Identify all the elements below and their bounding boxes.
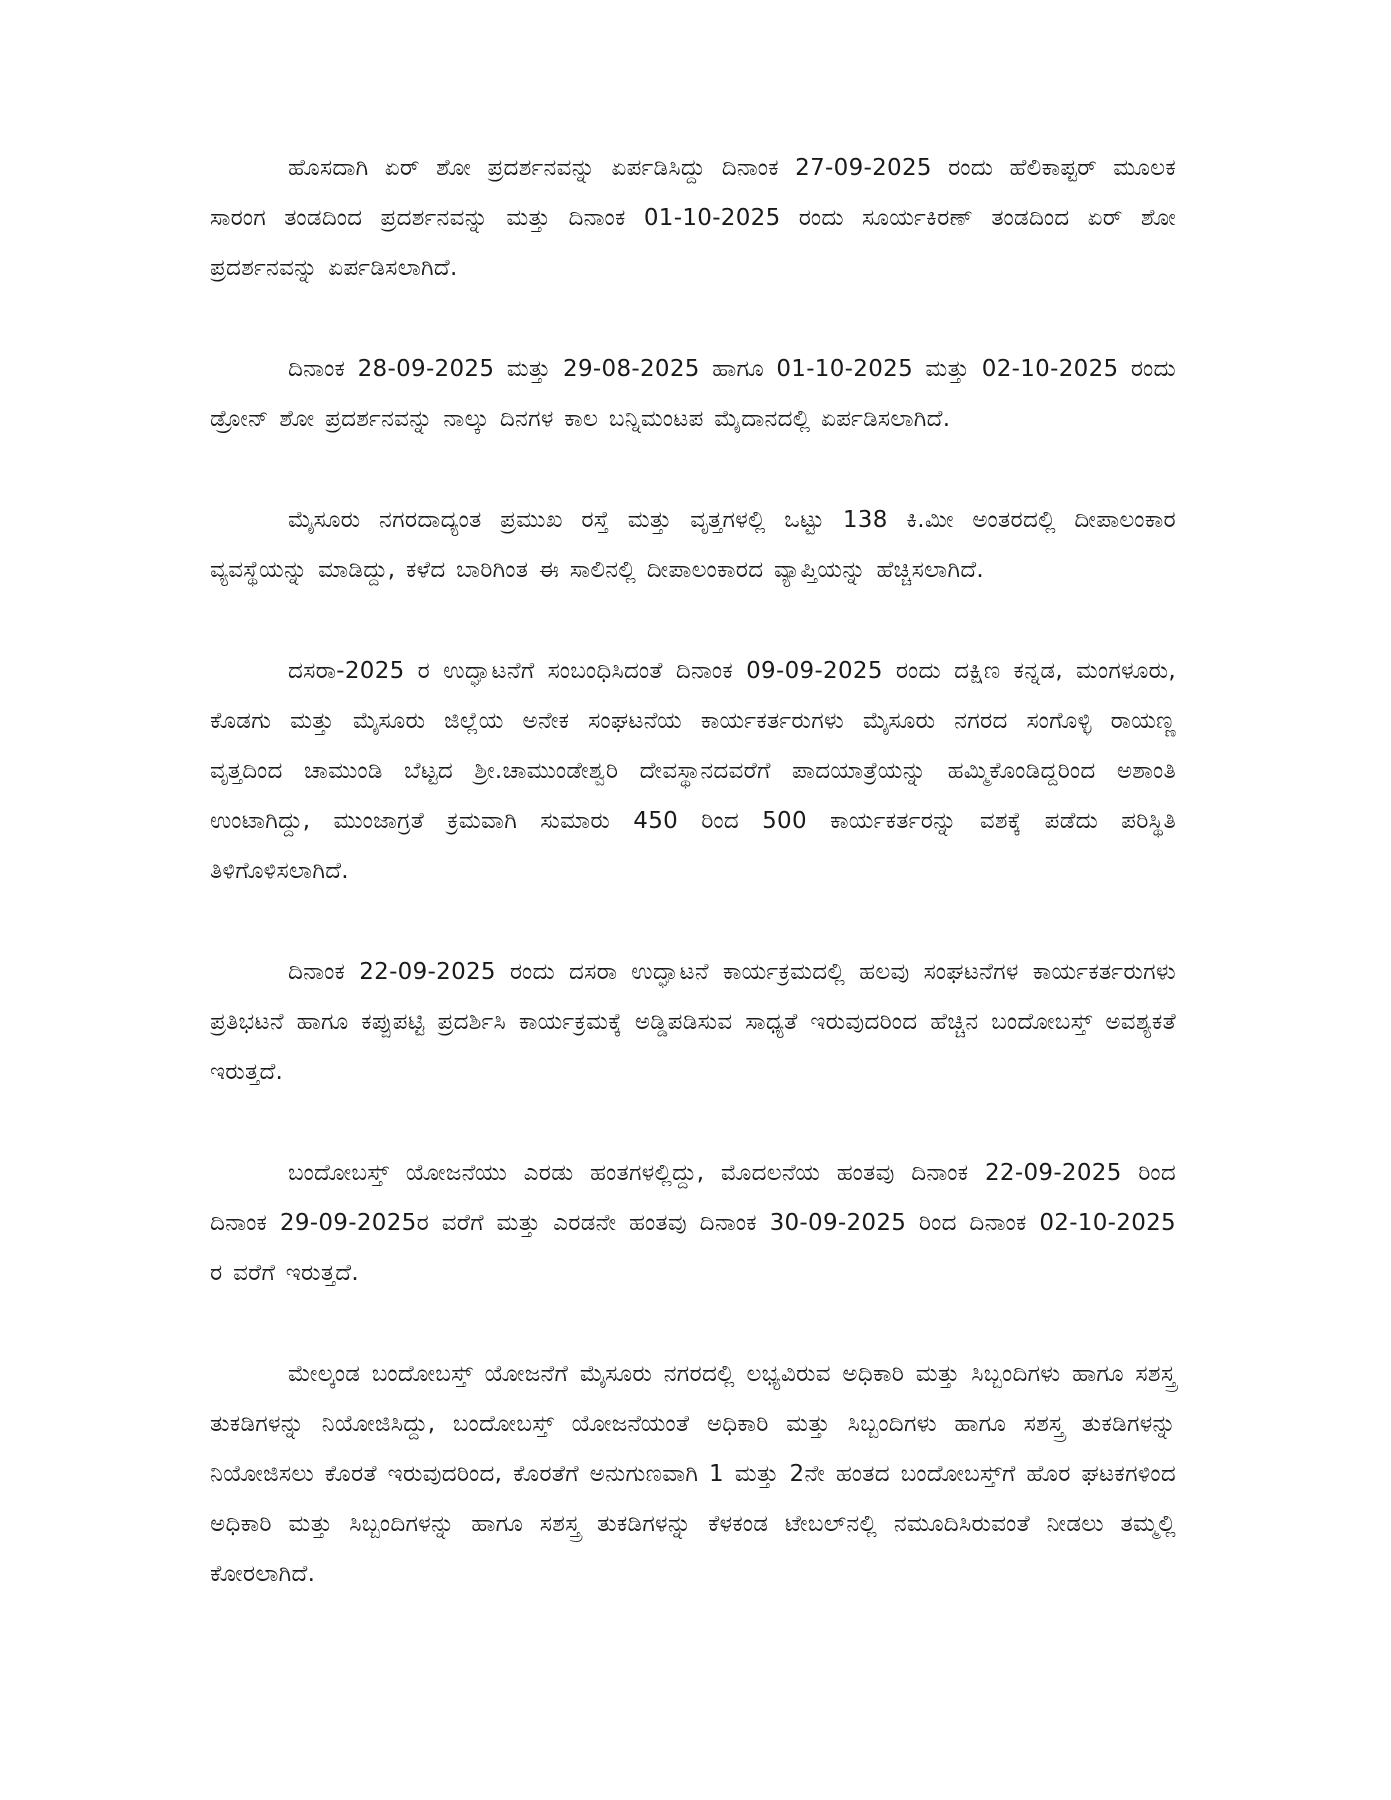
paragraph-inauguration-protest: ದಿನಾಂಕ 22-09-2025 ರಂದು ದಸರಾ ಉದ್ಘಾಟನೆ ಕಾರ್ಯಕ್ರಮದಲ್ಲಿ ಹಲವು ಸಂಘಟನೆಗಳ ಕಾರ್ಯಕರ್ತರುಗಳು ಪ್ರತಿಭಟನೆ ಹಾಗೂ ಕಪ್ಪುಪಟ್ಟಿ ಪ್ರದರ್ಶಿಸಿ ಕಾರ್ಯಕ್ರಮಕ್ಕೆ ಅಡ್ಡಿಪಡಿಸುವ ಸಾಧ್ಯತೆ ಇರುವುದರಿಂದ ಹೆಚ್ಚಿನ ಬಂದೋಬಸ್ತ್ ಅವಶ್ಯಕತೆ ಇರುತ್ತದೆ. [210,959,1176,1085]
paragraph-bandobast-phases: ಬಂದೋಬಸ್ತ್ ಯೋಜನೆಯು ಎರಡು ಹಂತಗಳಲ್ಲಿದ್ದು, ಮೊದಲನೆಯ ಹಂತವು ದಿನಾಂಕ 22-09-2025 ರಿಂದ ದಿನಾಂಕ 29-09-2025ರ ವರೆಗೆ ಮತ್ತು ಎರಡನೇ ಹಂತವು ದಿನಾಂಕ 30-09-2025 ರಿಂದ ದಿನಾಂಕ 02-10-2025 ರ ವರೆಗೆ ಇರುತ್ತದೆ. [210,1160,1176,1286]
paragraph-staff-request: ಮೇಲ್ಕಂಡ ಬಂದೋಬಸ್ತ್ ಯೋಜನೆಗೆ ಮೈಸೂರು ನಗರದಲ್ಲಿ ಲಭ್ಯವಿರುವ ಅಧಿಕಾರಿ ಮತ್ತು ಸಿಬ್ಬಂದಿಗಳು ಹಾಗೂ ಸಶಸ್ತ್ರ ತುಕಡಿಗಳನ್ನು ನಿಯೋಜಿಸಿದ್ದು, ಬಂದೋಬಸ್ತ್ ಯೋಜನೆಯಂತೆ ಅಧಿಕಾರಿ ಮತ್ತು ಸಿಬ್ಬಂದಿಗಳು ಹಾಗೂ ಸಶಸ್ತ್ರ ತುಕಡಿಗಳನ್ನು ನಿಯೋಜಿಸಲು ಕೊರತೆ ಇರುವುದರಿಂದ, ಕೊರತೆಗೆ ಅನುಗುಣವಾಗಿ 1 ಮತ್ತು 2ನೇ ಹಂತದ ಬಂದೋಬಸ್ತ್‌ಗೆ ಹೊರ ಘಟಕಗಳಿಂದ ಅಧಿಕಾರಿ ಮತ್ತು ಸಿಬ್ಬಂದಿಗಳನ್ನು ಹಾಗೂ ಸಶಸ್ತ್ರ ತುಕಡಿಗಳನ್ನು ಕೆಳಕಂಡ ಟೇಬಲ್‌ನಲ್ಲಿ ನಮೂದಿಸಿರುವಂತೆ ನೀಡಲು ತಮ್ಮಲ್ಲಿ ಕೋರಲಾಗಿದೆ. [210,1361,1176,1587]
paragraph-illumination: ಮೈಸೂರು ನಗರದಾದ್ಯಂತ ಪ್ರಮುಖ ರಸ್ತೆ ಮತ್ತು ವೃತ್ತಗಳಲ್ಲಿ ಒಟ್ಟು 138 ಕಿ.ಮೀ ಅಂತರದಲ್ಲಿ ದೀಪಾಲಂಕಾರ ವ್ಯವಸ್ಥೆಯನ್ನು ಮಾಡಿದ್ದು, ಕಳೆದ ಬಾರಿಗಿಂತ ಈ ಸಾಲಿನಲ್ಲಿ ದೀಪಾಲಂಕಾರದ ವ್ಯಾಪ್ತಿಯನ್ನು ಹೆಚ್ಚಿಸಲಾಗಿದೆ. [210,507,1176,583]
paragraph-drone-show: ದಿನಾಂಕ 28-09-2025 ಮತ್ತು 29-08-2025 ಹಾಗೂ 01-10-2025 ಮತ್ತು 02-10-2025 ರಂದು ಡ್ರೋನ್ ಶೋ ಪ್ರದರ್ಶನವನ್ನು ನಾಲ್ಕು ದಿನಗಳ ಕಾಲ ಬನ್ನಿಮಂಟಪ ಮೈದಾನದಲ್ಲಿ ಏರ್ಪಡಿಸಲಾಗಿದೆ. [210,356,1176,432]
paragraph-air-show: ಹೊಸದಾಗಿ ಏರ್ ಶೋ ಪ್ರದರ್ಶನವನ್ನು ಏರ್ಪಡಿಸಿದ್ದು ದಿನಾಂಕ 27-09-2025 ರಂದು ಹೆಲಿಕಾಪ್ಟರ್ ಮೂಲಕ ಸಾರಂಗ ತಂಡದಿಂದ ಪ್ರದರ್ಶನವನ್ನು ಮತ್ತು ದಿನಾಂಕ 01-10-2025 ರಂದು ಸೂರ್ಯಕಿರಣ್ ತಂಡದಿಂದ ಏರ್ ಶೋ ಪ್ರದರ್ಶನವನ್ನು ಏರ್ಪಡಿಸಲಾಗಿದೆ. [210,155,1176,281]
paragraph-padayatra: ದಸರಾ-2025 ರ ಉದ್ಘಾಟನೆಗೆ ಸಂಬಂಧಿಸಿದಂತೆ ದಿನಾಂಕ 09-09-2025 ರಂದು ದಕ್ಷಿಣ ಕನ್ನಡ, ಮಂಗಳೂರು, ಕೊಡಗು ಮತ್ತು ಮೈಸೂರು ಜಿಲ್ಲೆಯ ಅನೇಕ ಸಂಘಟನೆಯ ಕಾರ್ಯಕರ್ತರುಗಳು ಮೈಸೂರು ನಗರದ ಸಂಗೊಳ್ಳಿ ರಾಯಣ್ಣ ವೃತ್ತದಿಂದ ಚಾಮುಂಡಿ ಬೆಟ್ಟದ ಶ್ರೀ.ಚಾಮುಂಡೇಶ್ವರಿ ದೇವಸ್ಥಾನದವರೆಗೆ ಪಾದಯಾತ್ರೆಯನ್ನು ಹಮ್ಮಿಕೊಂಡಿದ್ದರಿಂದ ಅಶಾಂತಿ ಉಂಟಾಗಿದ್ದು, ಮುಂಜಾಗ್ರತೆ ಕ್ರಮವಾಗಿ ಸುಮಾರು 450 ರಿಂದ 500 ಕಾರ್ಯಕರ್ತರನ್ನು ವಶಕ್ಕೆ ಪಡೆದು ಪರಿಸ್ಥಿತಿ ತಿಳಿಗೊಳಿಸಲಾಗಿದೆ. [210,658,1176,884]
document-body [210,143,1176,1650]
